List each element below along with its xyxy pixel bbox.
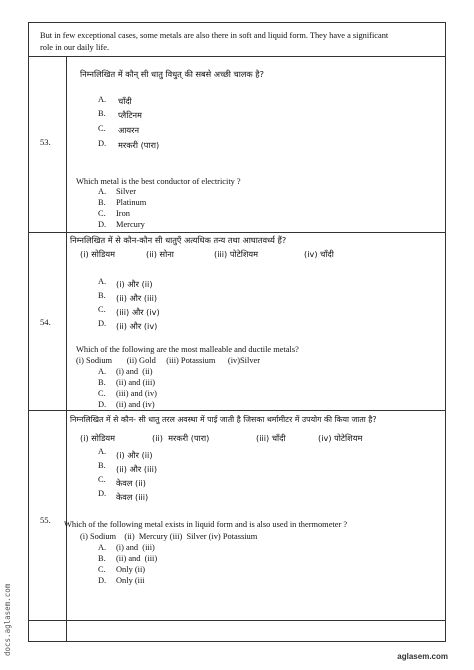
option-label: C. [98,209,106,218]
option-label: D. [98,319,107,328]
option-text: चाँदी [118,96,132,106]
question-number: 53. [40,137,51,147]
item-hindi: (ii) मरकरी (पारा) [152,433,210,443]
option-text: Silver [116,187,137,196]
question-text-english: Which metal is the best conductor of electricity ? [76,177,241,186]
option-text: (ii) and (iii) [116,554,158,563]
question-number: 55. [40,515,51,525]
row-divider [28,232,446,233]
option-text: (ii) और (iii) [116,464,158,474]
option-label: A. [98,95,107,104]
question-text-english: Which of the following are the most malleable and ductile metals? [76,345,299,354]
option-text: (ii) और (iii) [116,293,158,303]
option-text: (i) and (ii) [116,367,153,376]
question-text-hindi: निम्नलिखित में कौन् सी धातु विधुत् की सबसे अच्छी चालक है? [80,69,264,79]
option-label: A. [98,447,107,456]
column-divider [66,56,67,642]
option-label: C. [98,475,106,484]
option-text: Mercury [116,220,145,229]
option-text: Platinum [116,198,147,207]
item-hindi: (iii) पोटेशियम [214,249,259,259]
row-divider [28,56,446,57]
option-text: Only (ii) [116,565,146,574]
question-text-english: Which of the following metal exists in liquid form and is also used in thermometer ? [64,520,348,529]
option-label: A. [98,367,107,376]
item-hindi: (iv) चाँदी [304,249,334,259]
option-label: D. [98,489,107,498]
intro-line-1: But in few exceptional cases, some metals are also there in soft and liquid form. They have a significant [40,31,389,40]
option-label: C. [98,124,106,133]
option-label: B. [98,461,106,470]
option-label: B. [98,378,106,387]
option-label: B. [98,109,106,118]
row-divider [28,410,446,411]
option-label: A. [98,543,107,552]
option-label: D. [98,139,107,148]
option-text: (ii) और (iv) [116,321,158,331]
option-text: आयरन [118,125,140,135]
option-text: (iii) और (iv) [116,307,160,317]
item-hindi: (iii) चाँदी [256,433,286,443]
option-label: C. [98,305,106,314]
option-label: D. [98,400,107,409]
option-text: (i) और (ii) [116,450,153,460]
option-text: (ii) and (iii) [116,378,156,387]
item-hindi: (i) सोडियम [80,433,116,443]
option-label: B. [98,198,106,207]
option-text: (iii) and (iv) [116,389,157,398]
option-text: (i) and (iii) [116,543,155,552]
option-label: D. [98,576,107,585]
option-text: मरकरी (पारा) [118,140,160,150]
option-label: C. [98,389,106,398]
option-text: केवल (iii) [116,492,149,502]
option-text: केवल (ii) [116,478,146,488]
question-text-hindi: निम्नलिखित में से कौन- सी धातु तरल अवस्था में पाई जाती है जिसका थर्मामीटर में उपयोग की किया जाता है? [70,415,377,424]
row-divider [28,620,446,621]
option-text: प्लैटिनम [118,110,142,120]
option-text: (ii) and (iv) [116,400,155,409]
option-label: A. [98,277,107,286]
items-english: (i) Sodium (ii) Mercury (iii) Silver (iv) Potassium [80,532,258,541]
question-table [28,22,446,642]
question-text-hindi: निम्नलिखित में से कौन-कौन सी धातुएँ अत्यधिक तन्य तथा आघातवर्ध्य हैं? [70,235,287,245]
option-label: B. [98,554,106,563]
option-label: D. [98,220,107,229]
side-watermark: docs.aglasem.com [3,583,12,656]
item-hindi: (i) सोडियम [80,249,116,259]
items-english: (i) Sodium (ii) Gold (iii) Potassium (iv)Silver [76,356,261,365]
item-hindi: (ii) सोना [146,249,174,259]
intro-line-2: role in our daily life. [40,43,110,52]
item-hindi: (iv) पोटेशियम [318,433,363,443]
option-text: Iron [116,209,130,218]
option-label: B. [98,291,106,300]
option-text: (i) और (ii) [116,279,153,289]
option-label: A. [98,187,107,196]
option-label: C. [98,565,106,574]
footer-brand[interactable]: aglasem.com [397,652,448,661]
question-number: 54. [40,317,51,327]
option-text: Only (iii [116,576,145,585]
